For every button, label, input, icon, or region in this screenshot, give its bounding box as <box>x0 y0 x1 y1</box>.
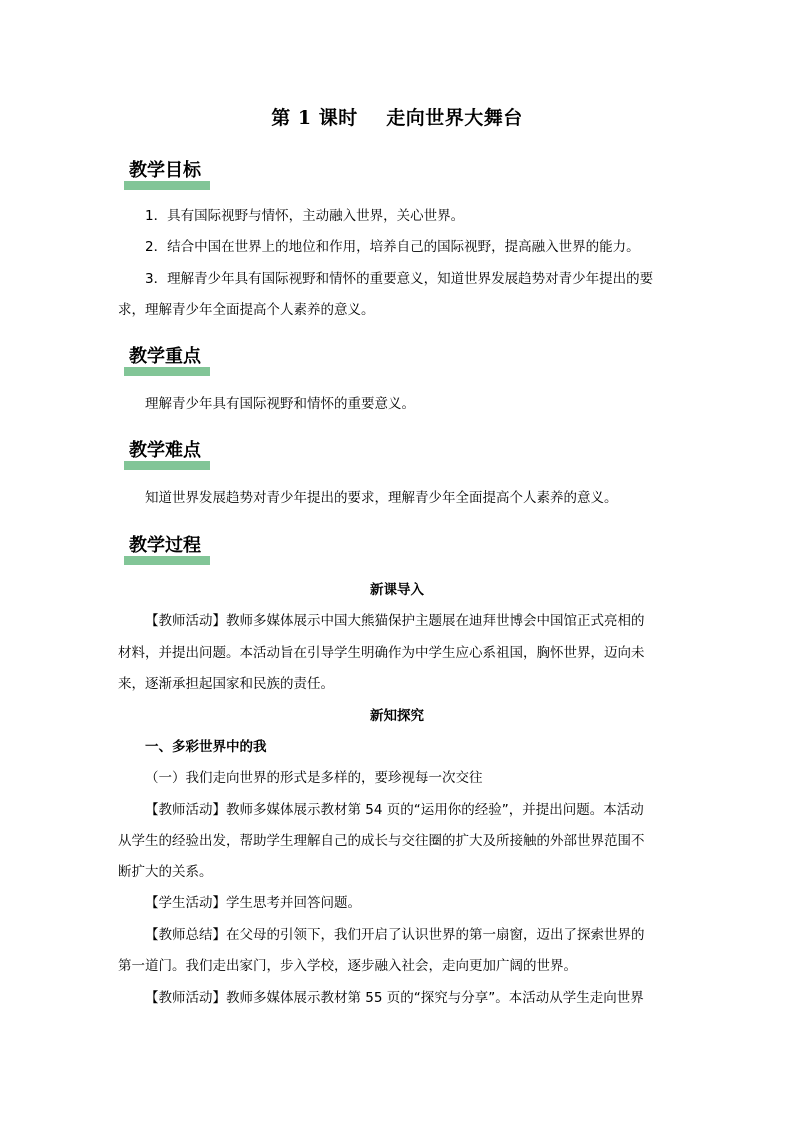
section-heading-difficulties <box>124 438 210 470</box>
objective-line-3: 3．理解青少年具有国际视野和情怀的重要意义，知道世界发展趋势对青少年提出的要 <box>145 271 654 287</box>
activity1-line-3: 断扩大的关系。 <box>118 864 213 880</box>
intro-line-1: 【教师活动】教师多媒体展示中国大熊猫保护主题展在迪拜世博会中国馆正式亮相的 <box>145 613 645 629</box>
explore-subheading: 新知探究 <box>370 708 424 724</box>
part1-subtitle: （一）我们走向世界的形式是多样的，要珍视每一次交往 <box>145 770 483 786</box>
heading-text: 教学重点 <box>129 346 201 367</box>
activity1-line-1: 【教师活动】教师多媒体展示教材第 54 页的“运用你的经验”，并提出问题。本活动 <box>145 802 644 818</box>
objective-line-2: 2．结合中国在世界上的地位和作用，培养自己的国际视野，提高融入世界的能力。 <box>145 239 640 255</box>
section-heading-process <box>124 533 210 565</box>
heading-text: 教学难点 <box>129 440 201 461</box>
key-point-line: 理解青少年具有国际视野和情怀的重要意义。 <box>145 396 415 412</box>
intro-line-2: 材料，并提出问题。本活动旨在引导学生明确作为中学生应心系祖国，胸怀世界，迈向未 <box>118 645 645 661</box>
difficulty-line: 知道世界发展趋势对青少年提出的要求，理解青少年全面提高个人素养的意义。 <box>145 490 618 506</box>
summary1-line-2: 第一道门。我们走出家门，步入学校，逐步融入社会，走向更加广阔的世界。 <box>118 958 577 974</box>
intro-line-3: 来，逐渐承担起国家和民族的责任。 <box>118 676 334 692</box>
objective-line-4: 求，理解青少年全面提高个人素养的意义。 <box>118 302 375 318</box>
student1-line: 【学生活动】学生思考并回答问题。 <box>145 895 361 911</box>
heading-text: 教学目标 <box>129 160 201 181</box>
heading-text: 教学过程 <box>129 535 201 556</box>
activity1-line-2: 从学生的经验出发，帮助学生理解自己的成长与交往圈的扩大及所接触的外部世界范围不 <box>118 833 645 849</box>
page-title: 第 1 课时 走向世界大舞台 <box>271 107 523 129</box>
section-heading-objectives <box>124 158 210 190</box>
activity2-line-1: 【教师活动】教师多媒体展示教材第 55 页的“探究与分享”。本活动从学生走向世界 <box>145 990 644 1006</box>
objective-line-1: 1．具有国际视野与情怀，主动融入世界，关心世界。 <box>145 208 465 224</box>
section-heading-key-points <box>124 344 210 376</box>
summary1-line-1: 【教师总结】在父母的引领下，我们开启了认识世界的第一扇窗，迈出了探索世界的 <box>145 927 645 943</box>
intro-subheading: 新课导入 <box>370 582 424 598</box>
part1-title: 一、多彩世界中的我 <box>145 739 267 755</box>
